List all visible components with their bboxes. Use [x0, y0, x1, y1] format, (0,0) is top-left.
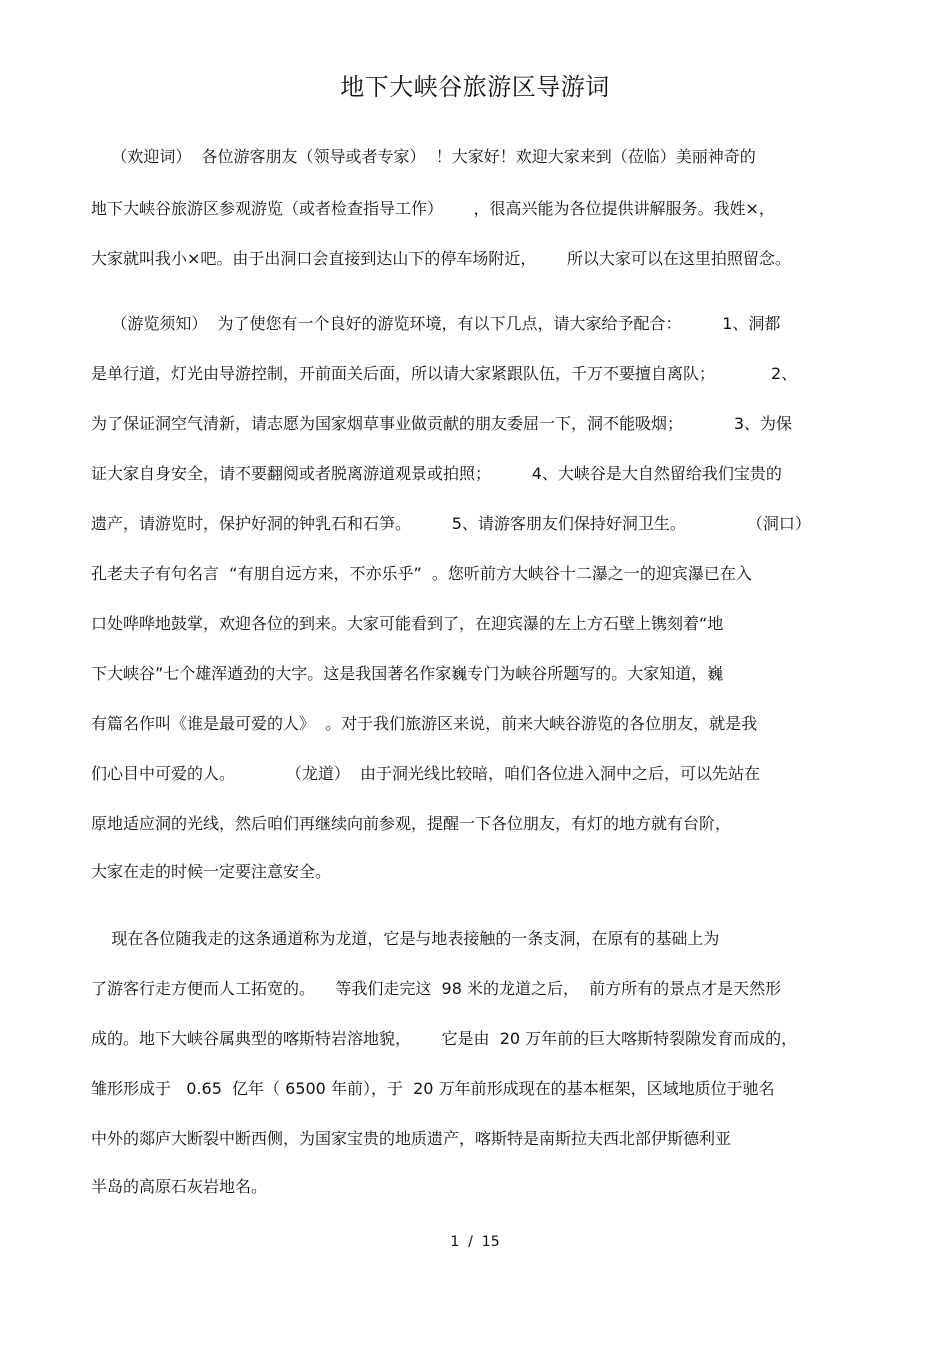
body-line: 大家在走的时候一定要注意安全。 [91, 862, 332, 881]
body-line: 现在各位随我走的这条通道称为龙道，它是与地表接触的一条支洞，在原有的基础上为 [91, 929, 720, 948]
body-line: 为了保证洞空气清新，请志愿为国家烟草事业做贡献的朋友委屈一下，洞不能吸烟； 3、为保 [91, 414, 793, 433]
body-line: 们心目中可爱的人。 （龙道） 由于洞光线比较暗，咱们各位进入洞中之后，可以先站在 [91, 764, 761, 783]
body-line: 成的。地下大峡谷属典型的喀斯特岩溶地貌， 它是由 20 万年前的巨大喀斯特裂隙发育而成的， [91, 1029, 798, 1048]
body-line: 孔老夫子有句名言 “有朋自远方来，不亦乐乎” 。您听前方大峡谷十二瀑之一的迎宾瀑已在入 [91, 564, 752, 583]
body-line: 遗产，请游览时，保护好洞的钟乳石和石笋。 5、请游客朋友们保持好洞卫生。 （洞口） [91, 514, 811, 533]
body-line: 原地适应洞的光线，然后咱们再继续向前参观，提醒一下各位朋友，有灯的地方就有台阶， [91, 814, 732, 833]
body-line: 是单行道，灯光由导游控制，开前面关后面，所以请大家紧跟队伍，千万不要擅自离队； 2、 [91, 364, 798, 383]
body-line: 口处哗哗地鼓掌，欢迎各位的到来。大家可能看到了，在迎宾瀑的左上方石壁上镌刻着“地 [91, 614, 724, 633]
body-line: 半岛的高原石灰岩地名。 [91, 1177, 268, 1196]
document-title: 地下大峡谷旅游区导游词 [340, 73, 610, 101]
body-line: （欢迎词） 各位游客朋友（领导或者专家） ！大家好！欢迎大家来到（莅临）美丽神奇的 [91, 147, 756, 166]
body-line: 证大家自身安全，请不要翻阅或者脱离游道观景或拍照； 4、大峡谷是大自然留给我们宝贵的 [91, 464, 782, 483]
body-line: 了游客行走方便而人工拓宽的。 等我们走完这 98 米的龙道之后， 前方所有的景点才是天然形 [91, 979, 782, 998]
page-number: 1 / 15 [450, 1234, 500, 1250]
body-line: 有篇名作叫《谁是最可爱的人》 。对于我们旅游区来说，前来大峡谷游览的各位朋友，就是我 [91, 714, 758, 733]
body-line: 下大峡谷”七个雄浑遒劲的大字。这是我国著名作家巍专门为峡谷所题写的。大家知道，巍 [91, 664, 724, 683]
body-line: 地下大峡谷旅游区参观游览（或者检查指导工作） ，很高兴能为各位提供讲解服务。我姓×， [91, 199, 775, 218]
body-line: 中外的郯庐大断裂中断西侧，为国家宝贵的地质遗产，喀斯特是南斯拉夫西北部伊斯德利亚 [91, 1129, 732, 1148]
body-line: 雏形形成于 0.65 亿年（ 6500 年前），于 20 万年前形成现在的基本框架，区域地质位于驰名 [91, 1079, 775, 1098]
body-line: 大家就叫我小×吧。由于出洞口会直接到达山下的停车场附近， 所以大家可以在这里拍照留念。 [91, 249, 791, 268]
body-line: （游览须知） 为了使您有一个良好的游览环境，有以下几点，请大家给予配合： 1、洞都 [91, 314, 781, 333]
